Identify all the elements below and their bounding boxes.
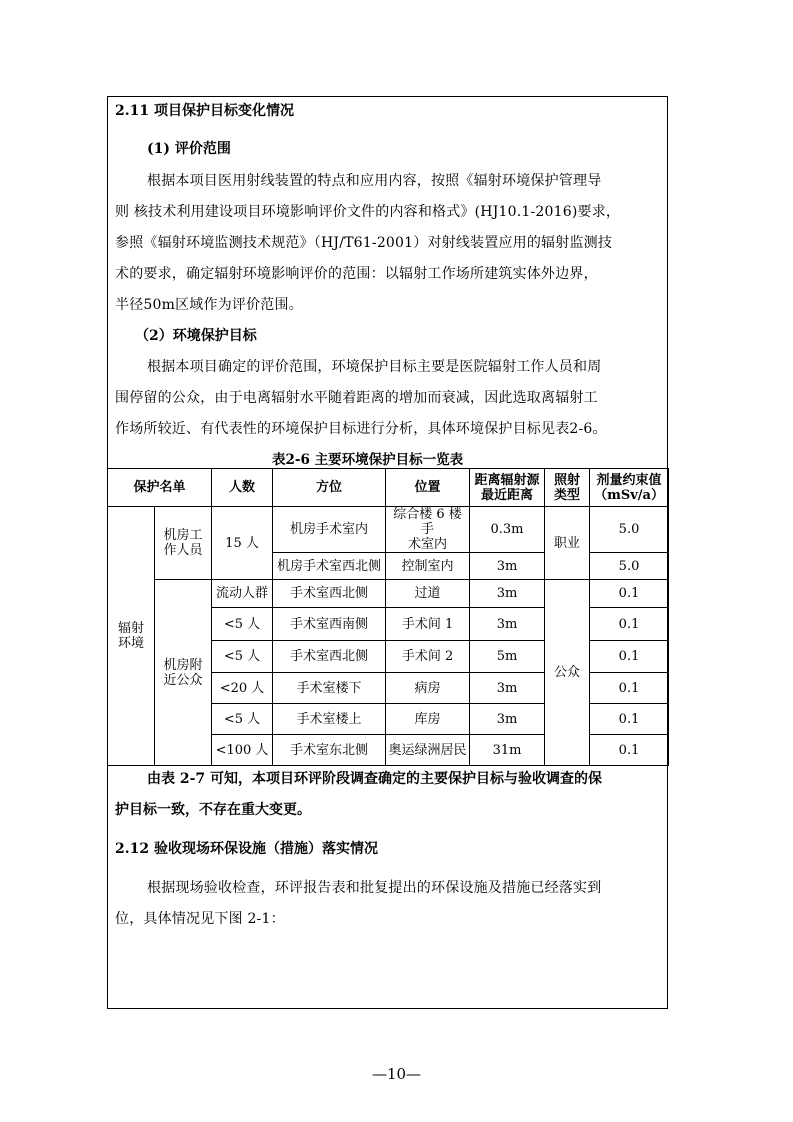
cell-location: 库房 [386, 704, 470, 735]
cell-direction: 手术室西南侧 [273, 608, 386, 641]
subheading-evaluation-scope: (1) 评价范围 [147, 141, 231, 157]
cell-count: <5 人 [212, 641, 273, 673]
cell-dose: 0.1 [590, 608, 669, 641]
header-distance: 距离辐射源 最近距离 [470, 469, 545, 507]
paragraph-line: 根据本项目医用射线装置的特点和应用内容，按照《辐射环境保护管理导 [147, 173, 602, 189]
section-heading-2-12: 2.12 验收现场环保设施（措施）落实情况 [115, 841, 378, 857]
paragraph-line: 则 核技术利用建设项目环境影响评价文件的内容和格式》(HJ10.1-2016)要求， [115, 204, 621, 220]
cell-dose: 0.1 [590, 580, 669, 608]
subgroup-staff: 机房工 作人员 [155, 507, 212, 580]
cell-location: 病房 [386, 673, 470, 704]
group-radiation-environment: 辐射 环境 [108, 507, 155, 766]
conclusion-line: 护目标一致，不存在重大变更。 [115, 802, 311, 818]
cell-dose: 0.1 [590, 704, 669, 735]
cell-distance: 0.3m [470, 507, 545, 553]
cell-direction: 手术室西北侧 [273, 580, 386, 608]
cell-distance: 3m [470, 673, 545, 704]
header-name: 保护名单 [108, 469, 212, 507]
cell-count: <5 人 [212, 608, 273, 641]
cell-dose: 0.1 [590, 641, 669, 673]
cell-dose: 0.1 [590, 673, 669, 704]
cell-distance: 3m [470, 553, 545, 580]
table-row [108, 580, 669, 608]
cell-type-public: 公众 [545, 580, 590, 766]
paragraph-line: 半径50m区域作为评价范围。 [115, 297, 303, 313]
cell-location: 奥运绿洲居民 [386, 735, 470, 766]
protection-targets-table [107, 468, 669, 766]
paragraph-line: 参照《辐射环境监测技术规范》（HJ/T61-2001）对射线装置应用的辐射监测技 [115, 235, 613, 251]
cell-count: <20 人 [212, 673, 273, 704]
cell-dose: 5.0 [590, 507, 669, 553]
cell-direction: 手术室东北侧 [273, 735, 386, 766]
header-count: 人数 [212, 469, 273, 507]
paragraph-line: 根据现场验收检查，环评报告表和批复提出的环保设施及措施已经落实到 [147, 880, 602, 896]
header-dose: 剂量约束值 （mSv/a） [590, 469, 669, 507]
paragraph-line: 位，具体情况见下图 2-1： [115, 911, 285, 927]
cell-direction: 手术室楼下 [273, 673, 386, 704]
header-type: 照射 类型 [545, 469, 590, 507]
cell-location: 手术间 2 [386, 641, 470, 673]
page-number: —10— [371, 1065, 422, 1083]
subheading-protection-targets: （2）环境保护目标 [135, 328, 257, 344]
header-direction: 方位 [273, 469, 386, 507]
cell-location: 过道 [386, 580, 470, 608]
paragraph-line: 术的要求，确定辐射环境影响评价的范围：以辐射工作场所建筑实体外边界， [115, 266, 598, 282]
table-row [108, 507, 669, 553]
paragraph-line: 作场所较近、有代表性的环境保护目标进行分析，具体环境保护目标见表2-6。 [115, 421, 607, 437]
cell-count: 流动人群 [212, 580, 273, 608]
cell-direction: 机房手术室西北侧 [273, 553, 386, 580]
paragraph-line: 围停留的公众，由于电离辐射水平随着距离的增加而衰减，因此选取离辐射工 [115, 390, 598, 406]
table-header-row [108, 469, 669, 507]
cell-location: 控制室内 [386, 553, 470, 580]
cell-distance: 5m [470, 641, 545, 673]
cell-count: <5 人 [212, 704, 273, 735]
table-caption: 表2-6 主要环境保护目标一览表 [272, 452, 464, 468]
cell-direction: 手术室楼上 [273, 704, 386, 735]
cell-distance: 3m [470, 580, 545, 608]
cell-distance: 3m [470, 608, 545, 641]
paragraph-line: 根据本项目确定的评价范围，环境保护目标主要是医院辐射工作人员和周 [147, 359, 602, 375]
subgroup-public: 机房附 近公众 [155, 580, 212, 766]
cell-type-occupational: 职业 [545, 507, 590, 580]
cell-distance: 31m [470, 735, 545, 766]
cell-dose: 0.1 [590, 735, 669, 766]
cell-distance: 3m [470, 704, 545, 735]
cell-count: 15 人 [212, 507, 273, 580]
cell-location: 手术间 1 [386, 608, 470, 641]
header-location: 位置 [386, 469, 470, 507]
cell-direction: 手术室西北侧 [273, 641, 386, 673]
cell-count: <100 人 [212, 735, 273, 766]
cell-direction: 机房手术室内 [273, 507, 386, 553]
cell-dose: 5.0 [590, 553, 669, 580]
section-heading-2-11: 2.11 项目保护目标变化情况 [115, 103, 294, 119]
conclusion-line: 由表 2-7 可知，本项目环评阶段调查确定的主要保护目标与验收调查的保 [147, 771, 603, 787]
cell-location: 综合楼 6 楼手 术室内 [386, 507, 470, 553]
